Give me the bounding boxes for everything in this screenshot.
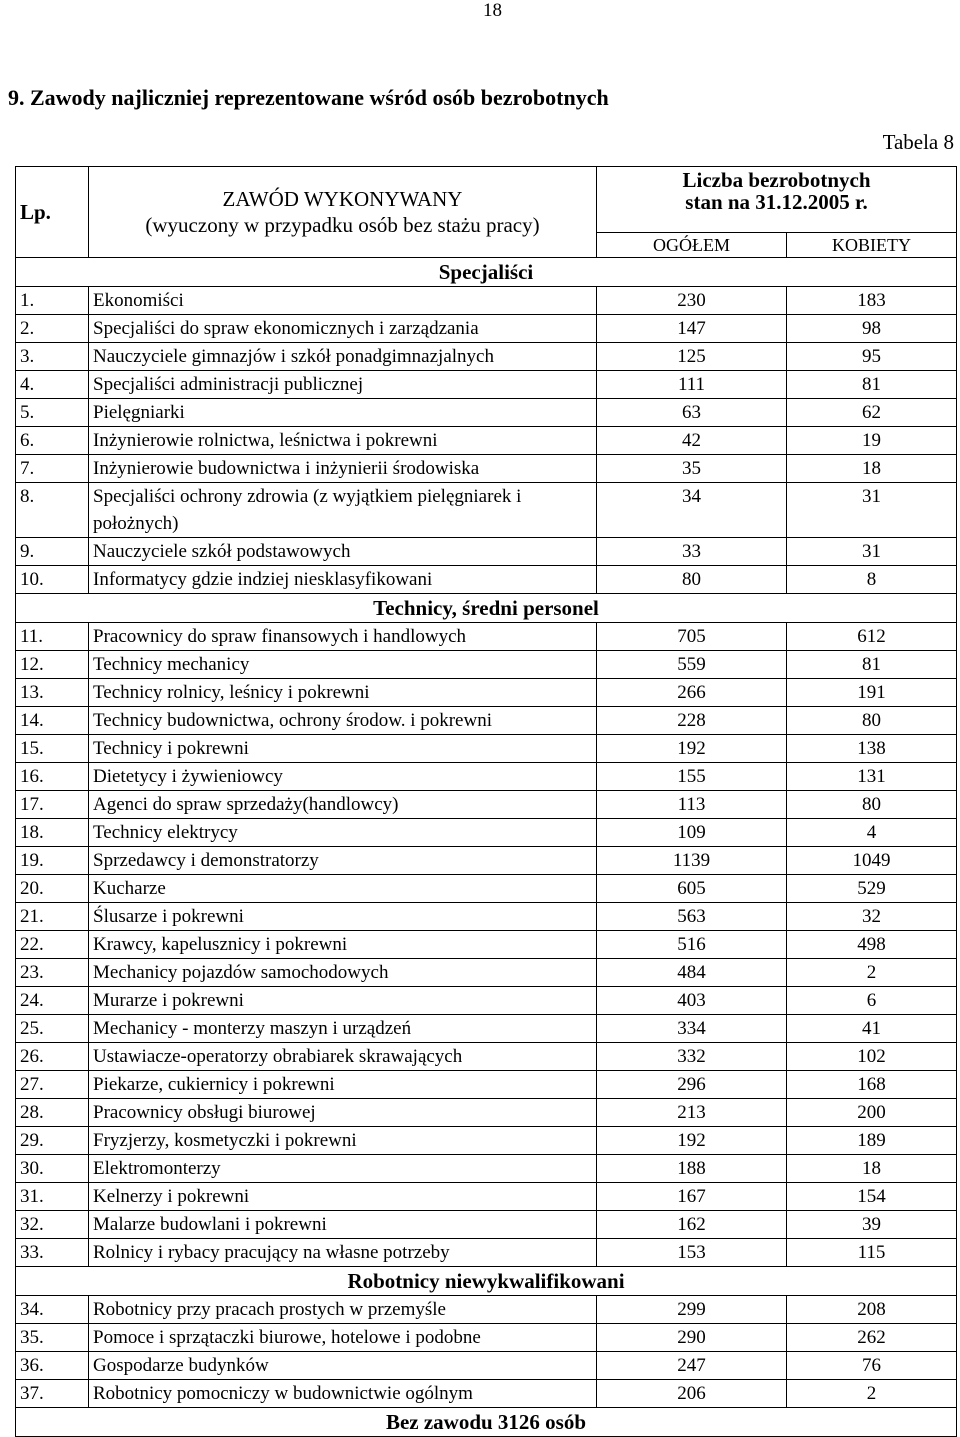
row-ogolem: 213 <box>597 1099 787 1127</box>
row-kobiety: 183 <box>787 287 957 315</box>
row-ogolem: 63 <box>597 399 787 427</box>
row-kobiety: 6 <box>787 987 957 1015</box>
row-lp: 32. <box>16 1211 89 1239</box>
table-label: Tabela 8 <box>882 130 954 154</box>
row-occupation: Inżynierowie budownictwa i inżynierii środowiska <box>89 455 597 483</box>
row-kobiety: 1049 <box>787 847 957 875</box>
table-row <box>16 1296 957 1324</box>
table-row <box>16 651 957 679</box>
row-lp: 37. <box>16 1380 89 1408</box>
row-occupation: Pielęgniarki <box>89 399 597 427</box>
row-ogolem: 266 <box>597 679 787 707</box>
row-ogolem: 296 <box>597 1071 787 1099</box>
row-lp: 29. <box>16 1127 89 1155</box>
row-occupation: Elektromonterzy <box>89 1155 597 1183</box>
row-ogolem: 162 <box>597 1211 787 1239</box>
row-kobiety: 32 <box>787 903 957 931</box>
table-row <box>16 371 957 399</box>
row-ogolem: 1139 <box>597 847 787 875</box>
row-ogolem: 230 <box>597 287 787 315</box>
table-row <box>16 315 957 343</box>
row-occupation: Sprzedawcy i demonstratorzy <box>89 847 597 875</box>
row-ogolem: 167 <box>597 1183 787 1211</box>
row-occupation: Fryzjerzy, kosmetyczki i pokrewni <box>89 1127 597 1155</box>
row-occupation: Technicy elektrycy <box>89 819 597 847</box>
row-kobiety: 154 <box>787 1183 957 1211</box>
table-row <box>16 931 957 959</box>
row-kobiety: 19 <box>787 427 957 455</box>
row-lp: 6. <box>16 427 89 455</box>
table-row <box>16 287 957 315</box>
row-kobiety: 168 <box>787 1071 957 1099</box>
row-ogolem: 516 <box>597 931 787 959</box>
row-occupation: Ekonomiści <box>89 287 597 315</box>
table-row <box>16 343 957 371</box>
row-occupation: Gospodarze budynków <box>89 1352 597 1380</box>
header-ogolem: OGÓŁEM <box>597 233 787 258</box>
row-lp: 26. <box>16 1043 89 1071</box>
row-lp: 21. <box>16 903 89 931</box>
row-kobiety: 131 <box>787 763 957 791</box>
row-ogolem: 192 <box>597 1127 787 1155</box>
row-kobiety: 31 <box>787 538 957 566</box>
row-kobiety: 76 <box>787 1352 957 1380</box>
row-occupation: Informatycy gdzie indziej niesklasyfikowani <box>89 566 597 594</box>
row-occupation: Kucharze <box>89 875 597 903</box>
row-occupation: Technicy rolnicy, leśnicy i pokrewni <box>89 679 597 707</box>
row-occupation: Malarze budowlani i pokrewni <box>89 1211 597 1239</box>
row-lp: 20. <box>16 875 89 903</box>
row-kobiety: 208 <box>787 1296 957 1324</box>
row-lp: 14. <box>16 707 89 735</box>
row-lp: 18. <box>16 819 89 847</box>
row-occupation: Specjaliści do spraw ekonomicznych i zarządzania <box>89 315 597 343</box>
row-ogolem: 147 <box>597 315 787 343</box>
row-lp: 15. <box>16 735 89 763</box>
table-row <box>16 791 957 819</box>
header-liczba-line2: stan na 31.12.2005 r. <box>685 190 868 214</box>
row-ogolem: 109 <box>597 819 787 847</box>
unemployment-table <box>15 166 957 1437</box>
row-occupation: Krawcy, kapelusznicy i pokrewni <box>89 931 597 959</box>
row-ogolem: 559 <box>597 651 787 679</box>
row-kobiety: 62 <box>787 399 957 427</box>
row-ogolem: 113 <box>597 791 787 819</box>
row-lp: 17. <box>16 791 89 819</box>
row-kobiety: 81 <box>787 371 957 399</box>
header-zawod-line1: ZAWÓD WYKONYWANY <box>222 187 463 211</box>
table-row <box>16 959 957 987</box>
row-kobiety: 18 <box>787 455 957 483</box>
table-row <box>16 1352 957 1380</box>
row-occupation: Nauczyciele szkół podstawowych <box>89 538 597 566</box>
row-occupation: Technicy budownictwa, ochrony środow. i pokrewni <box>89 707 597 735</box>
table-row <box>16 847 957 875</box>
header-lp: Lp. <box>16 167 89 258</box>
row-kobiety: 31 <box>787 483 957 538</box>
row-ogolem: 563 <box>597 903 787 931</box>
row-occupation: Rolnicy i rybacy pracujący na własne potrzeby <box>89 1239 597 1267</box>
row-kobiety: 80 <box>787 791 957 819</box>
row-lp: 10. <box>16 566 89 594</box>
row-lp: 1. <box>16 287 89 315</box>
row-kobiety: 18 <box>787 1155 957 1183</box>
row-occupation: Ślusarze i pokrewni <box>89 903 597 931</box>
table-row <box>16 455 957 483</box>
row-ogolem: 299 <box>597 1296 787 1324</box>
row-kobiety: 115 <box>787 1239 957 1267</box>
row-occupation: Mechanicy pojazdów samochodowych <box>89 959 597 987</box>
row-occupation: Dietetycy i żywieniowcy <box>89 763 597 791</box>
row-lp: 34. <box>16 1296 89 1324</box>
row-lp: 25. <box>16 1015 89 1043</box>
row-kobiety: 4 <box>787 819 957 847</box>
row-ogolem: 33 <box>597 538 787 566</box>
table-row <box>16 1043 957 1071</box>
table-row <box>16 427 957 455</box>
header-liczba <box>597 167 957 233</box>
header-zawod-line2: (wyuczony w przypadku osób bez stażu pracy) <box>145 213 540 237</box>
row-ogolem: 290 <box>597 1324 787 1352</box>
table-row <box>16 1099 957 1127</box>
row-kobiety: 262 <box>787 1324 957 1352</box>
row-ogolem: 111 <box>597 371 787 399</box>
row-lp: 16. <box>16 763 89 791</box>
table-row <box>16 1239 957 1267</box>
row-kobiety: 102 <box>787 1043 957 1071</box>
row-ogolem: 35 <box>597 455 787 483</box>
page-number: 18 <box>483 0 502 21</box>
row-ogolem: 247 <box>597 1352 787 1380</box>
table-row <box>16 1380 957 1408</box>
table-row <box>16 707 957 735</box>
row-occupation: Agenci do spraw sprzedaży(handlowcy) <box>89 791 597 819</box>
row-occupation: Ustawiacze-operatorzy obrabiarek skrawających <box>89 1043 597 1071</box>
row-lp: 22. <box>16 931 89 959</box>
row-kobiety: 41 <box>787 1015 957 1043</box>
row-occupation: Pracownicy obsługi biurowej <box>89 1099 597 1127</box>
row-kobiety: 2 <box>787 1380 957 1408</box>
row-kobiety: 612 <box>787 623 957 651</box>
section-header: Technicy, średni personel <box>16 594 957 623</box>
row-lp: 11. <box>16 623 89 651</box>
table-row <box>16 566 957 594</box>
row-lp: 30. <box>16 1155 89 1183</box>
row-lp: 23. <box>16 959 89 987</box>
table-row <box>16 1015 957 1043</box>
table-row <box>16 987 957 1015</box>
row-ogolem: 34 <box>597 483 787 538</box>
row-kobiety: 80 <box>787 707 957 735</box>
row-ogolem: 192 <box>597 735 787 763</box>
table-row <box>16 483 957 538</box>
row-lp: 12. <box>16 651 89 679</box>
row-kobiety: 98 <box>787 315 957 343</box>
row-ogolem: 705 <box>597 623 787 651</box>
row-lp: 9. <box>16 538 89 566</box>
row-lp: 19. <box>16 847 89 875</box>
row-lp: 5. <box>16 399 89 427</box>
row-occupation: Kelnerzy i pokrewni <box>89 1183 597 1211</box>
row-occupation: Robotnicy przy pracach prostych w przemyśle <box>89 1296 597 1324</box>
row-occupation: Pomoce i sprzątaczki biurowe, hotelowe i podobne <box>89 1324 597 1352</box>
row-kobiety: 189 <box>787 1127 957 1155</box>
section-title: 9. Zawody najliczniej reprezentowane wśród osób bezrobotnych <box>8 85 609 110</box>
footer-bez-zawodu: Bez zawodu 3126 osób <box>16 1408 957 1437</box>
row-kobiety: 95 <box>787 343 957 371</box>
row-kobiety: 2 <box>787 959 957 987</box>
table-body <box>16 258 957 1408</box>
row-occupation: Technicy mechanicy <box>89 651 597 679</box>
row-ogolem: 605 <box>597 875 787 903</box>
header-kobiety: KOBIETY <box>787 233 957 258</box>
row-occupation: Specjaliści ochrony zdrowia (z wyjątkiem pielęgniarek i położnych) <box>89 483 597 538</box>
row-ogolem: 80 <box>597 566 787 594</box>
row-kobiety: 138 <box>787 735 957 763</box>
row-lp: 27. <box>16 1071 89 1099</box>
table-row <box>16 399 957 427</box>
row-kobiety: 191 <box>787 679 957 707</box>
table-row <box>16 679 957 707</box>
row-kobiety: 529 <box>787 875 957 903</box>
row-occupation: Technicy i pokrewni <box>89 735 597 763</box>
row-lp: 31. <box>16 1183 89 1211</box>
table-row <box>16 1324 957 1352</box>
row-lp: 8. <box>16 483 89 538</box>
row-occupation: Murarze i pokrewni <box>89 987 597 1015</box>
table-row <box>16 903 957 931</box>
table-row <box>16 1127 957 1155</box>
row-occupation: Inżynierowie rolnictwa, leśnictwa i pokrewni <box>89 427 597 455</box>
row-ogolem: 42 <box>597 427 787 455</box>
table-row <box>16 1183 957 1211</box>
section-header: Robotnicy niewykwalifikowani <box>16 1267 957 1296</box>
table-row <box>16 763 957 791</box>
row-lp: 2. <box>16 315 89 343</box>
row-lp: 4. <box>16 371 89 399</box>
row-lp: 13. <box>16 679 89 707</box>
row-ogolem: 188 <box>597 1155 787 1183</box>
section-header: Specjaliści <box>16 258 957 287</box>
table-row <box>16 1071 957 1099</box>
row-occupation: Specjaliści administracji publicznej <box>89 371 597 399</box>
table-row <box>16 819 957 847</box>
row-kobiety: 498 <box>787 931 957 959</box>
row-ogolem: 125 <box>597 343 787 371</box>
row-occupation: Mechanicy - monterzy maszyn i urządzeń <box>89 1015 597 1043</box>
table-row <box>16 1211 957 1239</box>
row-ogolem: 334 <box>597 1015 787 1043</box>
row-occupation: Pracownicy do spraw finansowych i handlowych <box>89 623 597 651</box>
row-ogolem: 228 <box>597 707 787 735</box>
row-lp: 24. <box>16 987 89 1015</box>
row-ogolem: 332 <box>597 1043 787 1071</box>
header-zawod <box>89 167 597 258</box>
row-kobiety: 81 <box>787 651 957 679</box>
row-ogolem: 155 <box>597 763 787 791</box>
header-liczba-line1: Liczba bezrobotnych <box>682 168 871 192</box>
row-lp: 7. <box>16 455 89 483</box>
row-ogolem: 206 <box>597 1380 787 1408</box>
row-lp: 3. <box>16 343 89 371</box>
row-occupation: Robotnicy pomocniczy w budownictwie ogólnym <box>89 1380 597 1408</box>
row-ogolem: 153 <box>597 1239 787 1267</box>
table-row <box>16 875 957 903</box>
row-ogolem: 484 <box>597 959 787 987</box>
row-ogolem: 403 <box>597 987 787 1015</box>
row-occupation: Piekarze, cukiernicy i pokrewni <box>89 1071 597 1099</box>
table-row <box>16 623 957 651</box>
row-lp: 33. <box>16 1239 89 1267</box>
row-kobiety: 200 <box>787 1099 957 1127</box>
row-kobiety: 39 <box>787 1211 957 1239</box>
row-lp: 28. <box>16 1099 89 1127</box>
row-kobiety: 8 <box>787 566 957 594</box>
row-lp: 35. <box>16 1324 89 1352</box>
table-row <box>16 538 957 566</box>
row-occupation: Nauczyciele gimnazjów i szkół ponadgimnazjalnych <box>89 343 597 371</box>
table-row <box>16 1155 957 1183</box>
table-row <box>16 735 957 763</box>
row-lp: 36. <box>16 1352 89 1380</box>
